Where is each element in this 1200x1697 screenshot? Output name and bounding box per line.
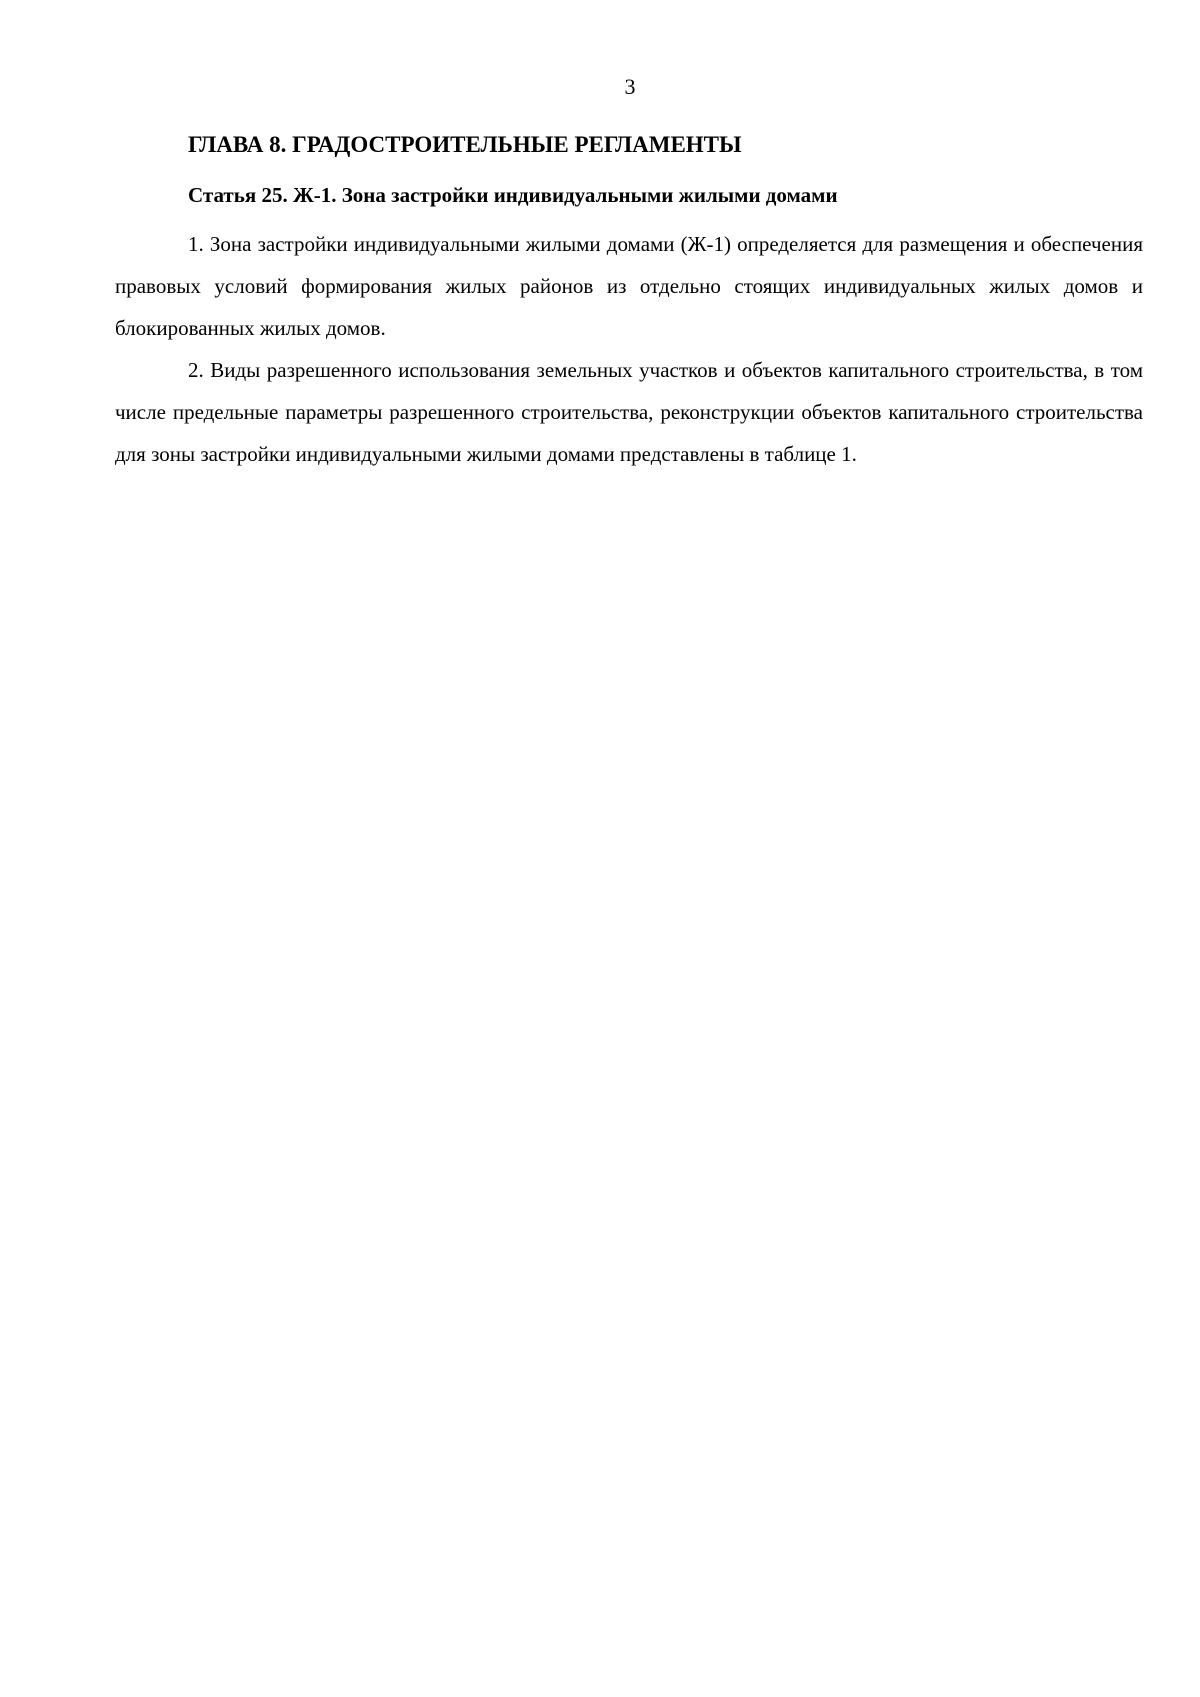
- article-title: Статья 25. Ж-1. Зона застройки индивидуальными жилыми домами: [188, 183, 838, 207]
- page-number: 3: [624, 74, 636, 99]
- document-content: [115, 130, 1143, 475]
- chapter-title: ГЛАВА 8. ГРАДОСТРОИТЕЛЬНЫЕ РЕГЛАМЕНТЫ: [188, 132, 742, 157]
- paragraph-2: 2. Виды разрешенного использования земельных участков и объектов капитального строительства, в том числе предельные параметры разрешенного строительства, реконструкции объектов капитального строительства для зоны застройки индивидуальными жилыми домами представлены в таблице 1.: [115, 358, 1143, 466]
- paragraph-1: 1. Зона застройки индивидуальными жилыми домами (Ж-1) определяется для размещения и обеспечения правовых условий формирования жилых районов из отдельно стоящих индивидуальных жилых домов и блокированных жилых домов.: [115, 232, 1143, 340]
